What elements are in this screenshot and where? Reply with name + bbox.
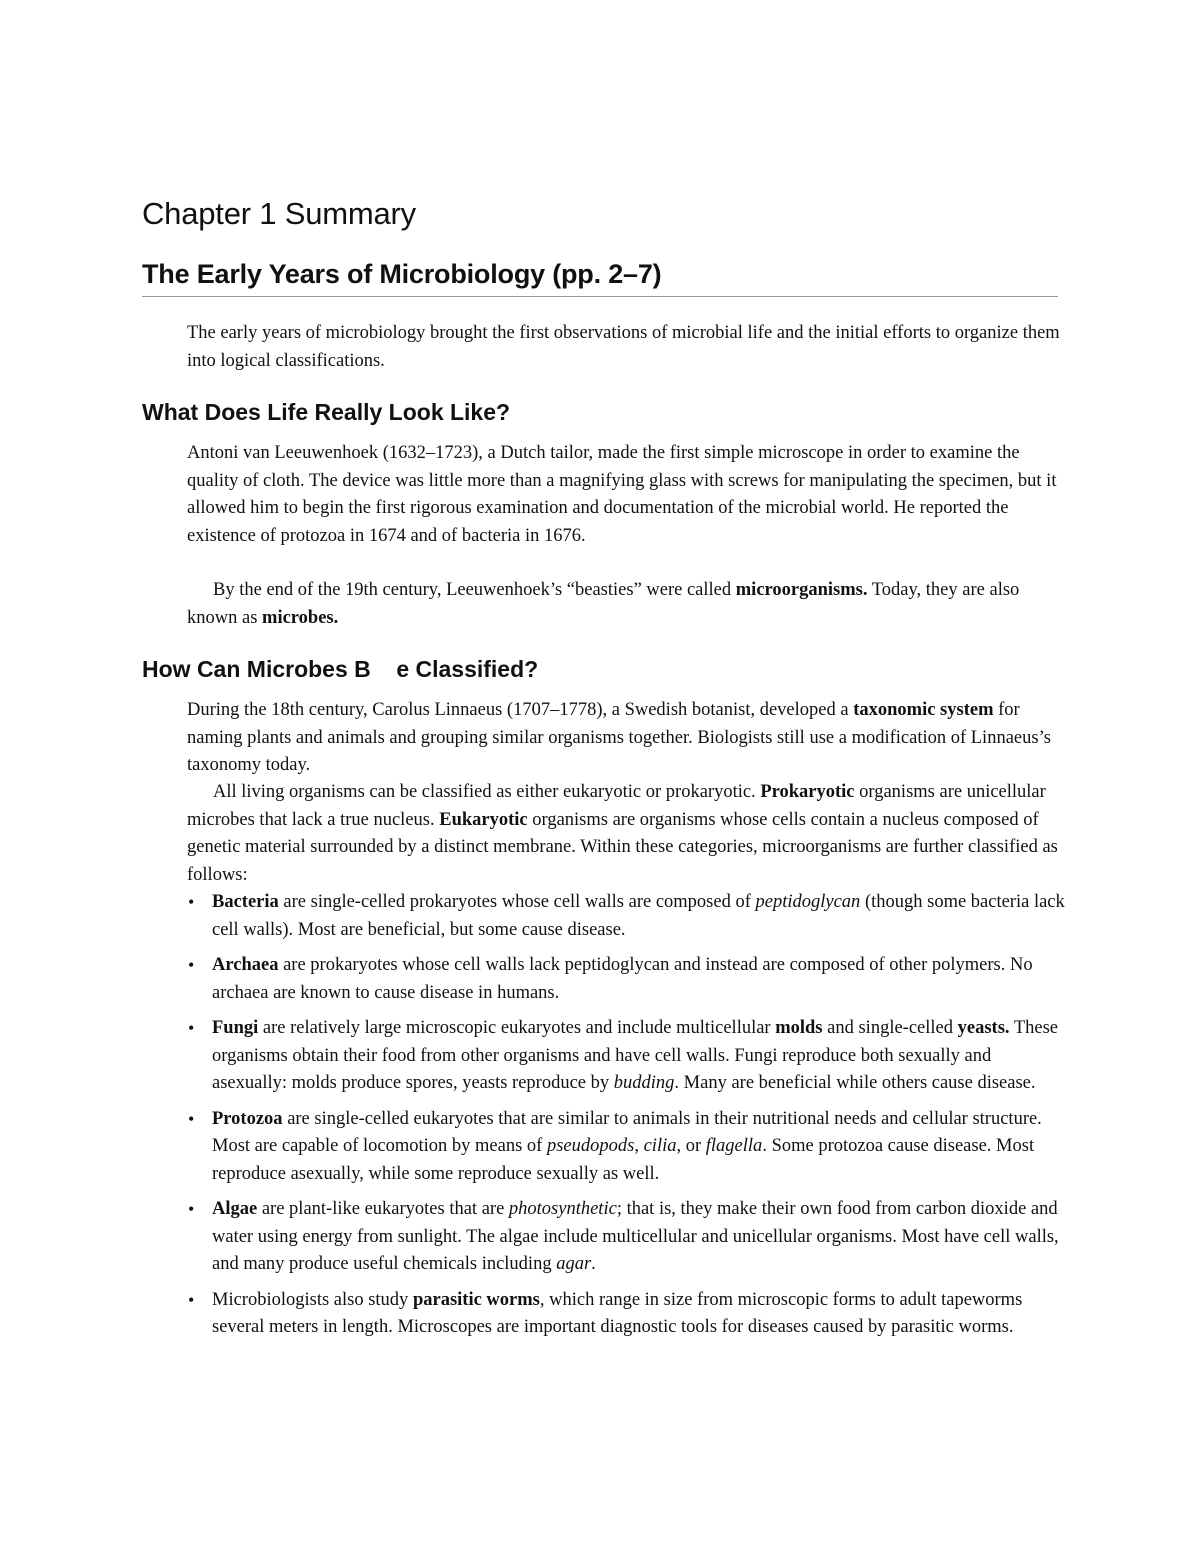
text-run: for naming plants and animals and grouping similar organisms together. Biologists still use a modification of Linnaeus’s taxonomy today.: [187, 700, 1051, 775]
text-run: All living organisms can be classified as either eukaryotic or prokaryotic.: [213, 782, 761, 802]
classification-list: [187, 889, 1067, 1350]
term-taxonomic-system: taxonomic system: [853, 700, 994, 720]
list-item-protozoa: [187, 1106, 1067, 1189]
term-parasitic-worms: parasitic worms: [412, 1289, 540, 1310]
linnaeus-paragraph: [187, 697, 1067, 780]
intro-paragraph: The early years of microbiology brought the first observations of microbial life and the initial efforts to organize them into logical classifications.: [187, 323, 1060, 371]
text-run: (though some bacteria lack cell walls). Most are beneficial, but some cause disease.: [212, 892, 1065, 940]
term-microorganisms: microorganisms.: [735, 580, 868, 600]
bullet-icon: •: [188, 955, 195, 975]
term-bacteria: Bacteria: [212, 892, 279, 912]
list-item-parasitic-worms: [187, 1287, 1067, 1342]
term-budding: budding: [613, 1073, 675, 1093]
text-run: organisms are organisms whose cells contain a nucleus composed of genetic material surrounded by a distinct membrane. Within these categories, microorganisms are further classified as follows:: [187, 809, 1058, 885]
list-item-archaea: [187, 952, 1067, 1007]
classification-paragraph: [187, 779, 1067, 889]
term-yeasts: yeasts.: [957, 1018, 1010, 1038]
text-run: organisms are unicellular microbes that lack a true nucleus.: [187, 782, 1046, 830]
text-run: These organisms obtain their food from other organisms and have cell walls. Fungi reproduce both sexually and asexually: molds produce spores, yeasts reproduce by: [212, 1018, 1058, 1093]
text-run: and single-celled: [822, 1018, 958, 1038]
bullet-icon: •: [188, 892, 195, 912]
text-run: .: [591, 1254, 596, 1274]
text-run: are single-celled eukaryotes that are similar to animals in their nutritional needs and cellular structure. Most are capable of locomotion by means of: [212, 1108, 1042, 1156]
list-item-algae: [187, 1196, 1067, 1279]
term-peptidoglycan: peptidoglycan: [755, 892, 861, 912]
text-run: Microbiologists also study: [212, 1289, 413, 1310]
leeuwenhoek-paragraph: Antoni van Leeuwenhoek (1632–1723), a Dutch tailor, made the first simple microscope in order to examine the quality of cloth. The device was little more than a magnifying glass with screws for manipulating the specimen, but it allowed him to begin the first rigorous examination and documentation of the microbial world. He reported the existence of protozoa in 1674 and of bacteria in 1676.: [187, 443, 1057, 546]
term-fungi: Fungi: [212, 1018, 259, 1038]
bullet-icon: •: [188, 1108, 195, 1129]
text-run: ,: [634, 1136, 644, 1156]
bullet-icon: •: [188, 1289, 195, 1310]
bullet-icon: •: [188, 1199, 195, 1219]
subsection-title-life: What Does Life Really Look Like?: [142, 399, 511, 425]
term-agar: agar: [556, 1254, 592, 1274]
list-item-bacteria: [187, 889, 1067, 944]
text-run: are prokaryotes whose cell walls lack peptidoglycan and instead are composed of other polymers. No archaea are known to cause disease in humans.: [212, 955, 1033, 1003]
term-photosynthetic: photosynthetic: [508, 1199, 617, 1219]
section-title: The Early Years of Microbiology (pp. 2–7): [142, 259, 662, 289]
term-microbes: microbes.: [262, 607, 339, 628]
text-run: Today, they are also known as: [187, 580, 1020, 628]
subsection-title-classified: How Can Microbes B e Classified?: [142, 656, 539, 682]
text-run: , which range in size from microscopic forms to adult tapeworms several meters in length. Microscopes are important diagnostic tools for diseases caused by parasitic worms.: [212, 1289, 1023, 1337]
text-run: . Some protozoa cause disease. Most reproduce asexually, while some reproduce sexually as well.: [212, 1136, 1035, 1184]
bullet-icon: •: [188, 1018, 195, 1038]
microorganisms-paragraph: [187, 577, 1067, 632]
term-prokaryotic: Prokaryotic: [760, 782, 855, 802]
text-run: ; that is, they make their own food from carbon dioxide and water using energy from sunlight. The algae include multicellular and unicellular organisms. Most have cell walls, and many produce useful chemicals including: [212, 1199, 1059, 1274]
list-item-fungi: [187, 1015, 1067, 1098]
chapter-title: Chapter 1 Summary: [142, 196, 416, 231]
text-run: are single-celled prokaryotes whose cell walls are composed of: [278, 892, 756, 912]
term-cilia: cilia: [643, 1136, 677, 1156]
text-run: are relatively large microscopic eukaryotes and include multicellular: [258, 1018, 776, 1038]
term-protozoa: Protozoa: [212, 1108, 283, 1129]
term-archaea: Archaea: [212, 955, 279, 975]
term-flagella: flagella: [705, 1136, 763, 1156]
text-run: During the 18th century, Carolus Linnaeus (1707–1778), a Swedish botanist, developed a: [187, 700, 854, 720]
term-pseudopods: pseudopods: [546, 1136, 635, 1156]
text-run: are plant-like eukaryotes that are: [257, 1199, 509, 1219]
term-molds: molds: [775, 1018, 823, 1038]
text-run: . Many are beneficial while others cause disease.: [674, 1073, 1036, 1093]
text-run: , or: [676, 1136, 706, 1156]
section-divider: [142, 296, 1058, 297]
term-algae: Algae: [212, 1199, 258, 1219]
term-eukaryotic: Eukaryotic: [439, 809, 528, 830]
text-run: By the end of the 19th century, Leeuwenhoek’s “beasties” were called: [213, 580, 736, 600]
